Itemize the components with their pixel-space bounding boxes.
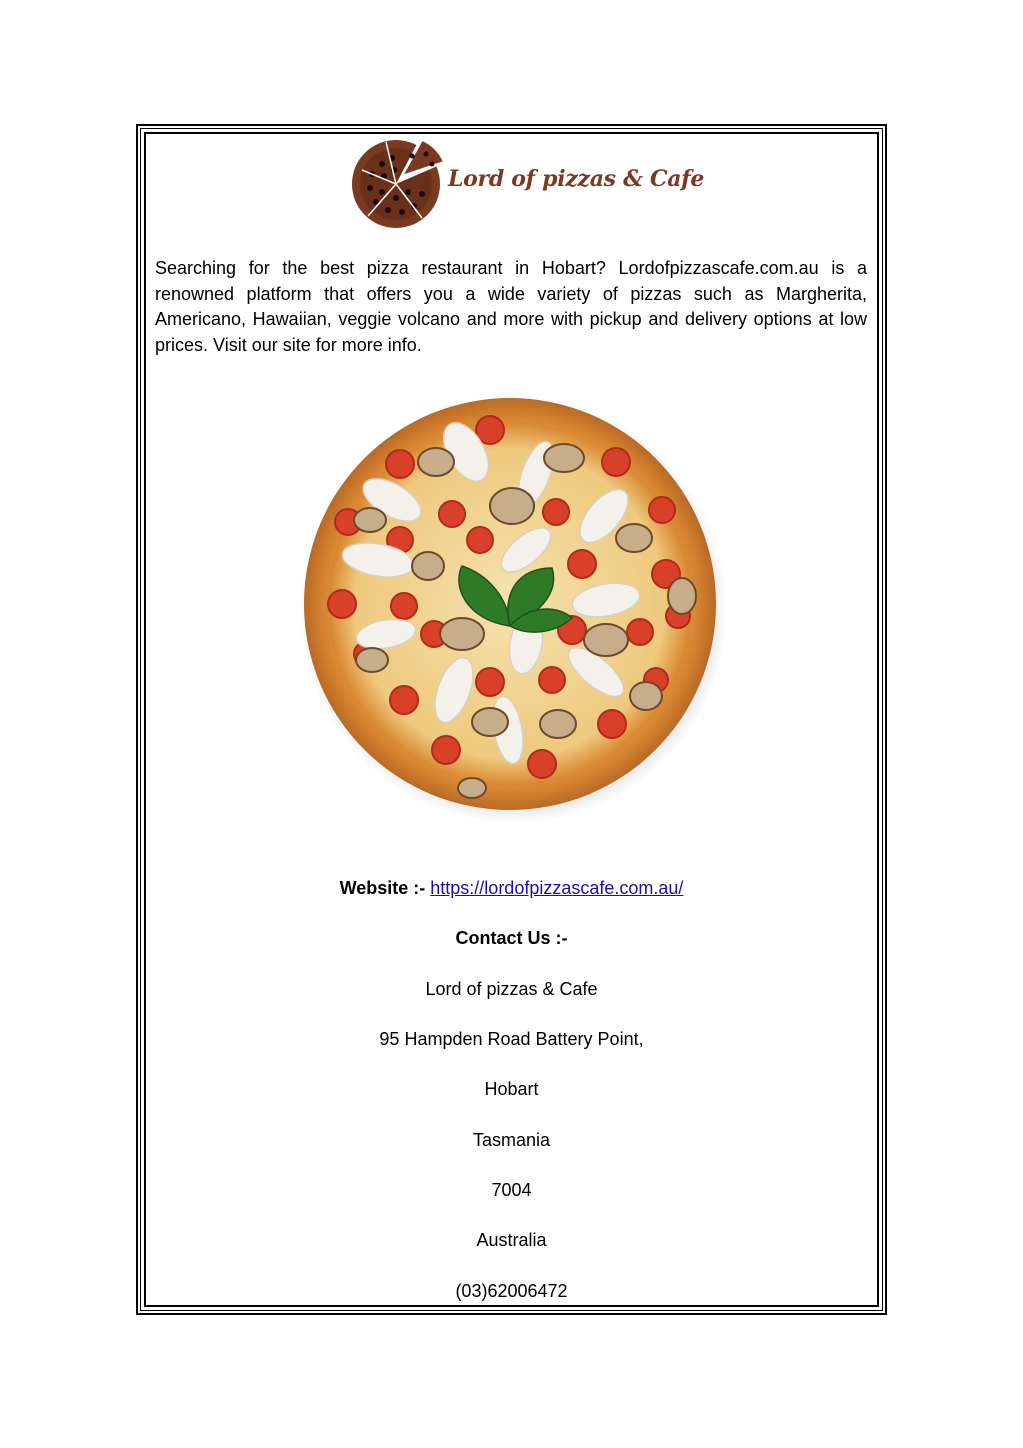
contact-state: Tasmania bbox=[472, 1130, 551, 1150]
website-link[interactable]: https://lordofpizzascafe.com.au/ bbox=[430, 878, 684, 898]
brand-name: Lord of pizzas & Cafe bbox=[448, 166, 705, 192]
pizza-photo bbox=[296, 390, 728, 822]
website-line bbox=[140, 878, 883, 899]
contact-heading: Contact Us :- bbox=[455, 928, 568, 948]
contact-phone: (03)62006472 bbox=[455, 1281, 568, 1301]
contact-street: 95 Hampden Road Battery Point, bbox=[379, 1029, 644, 1049]
contact-postcode: 7004 bbox=[491, 1180, 532, 1200]
contact-city: Hobart bbox=[484, 1079, 539, 1099]
contact-business-name: Lord of pizzas & Cafe bbox=[425, 979, 598, 999]
contact-country: Australia bbox=[476, 1230, 547, 1250]
intro-paragraph: Searching for the best pizza restaurant in Hobart? Lordofpizzascafe.com.au is a renowned platform that offers you a wide variety of pizzas such as Margherita, Americano, Hawaiian, veggie volcano and more with pickup and delivery options at low prices. Visit our site for more info. bbox=[155, 258, 867, 355]
brand-logo bbox=[352, 136, 705, 230]
pizza-logo-icon bbox=[352, 136, 444, 230]
website-label: Website :- bbox=[339, 878, 431, 898]
